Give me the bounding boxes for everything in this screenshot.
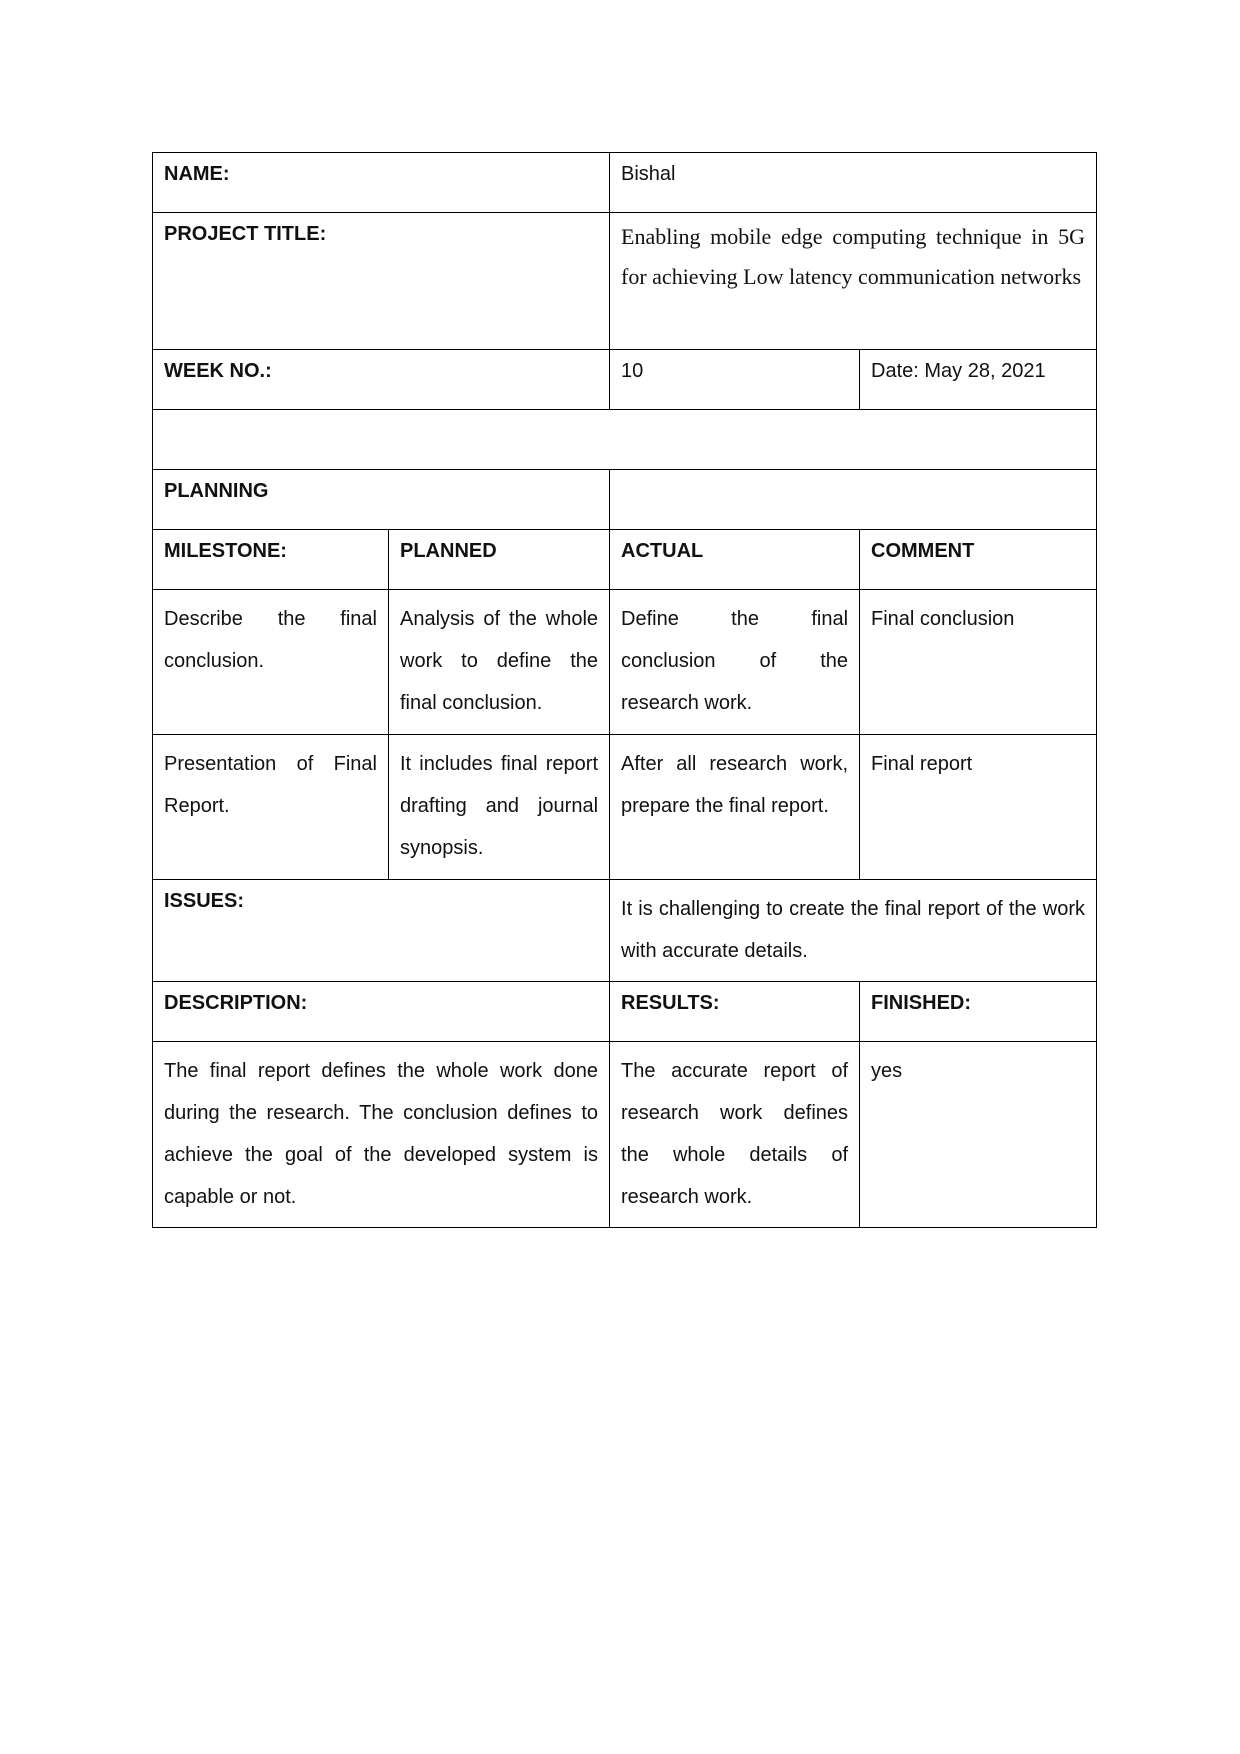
issues-row [153,880,1097,982]
spacer-cell [153,410,1097,470]
project-title-row [153,213,1097,350]
weekly-report-table [152,152,1097,1228]
planned-header: PLANNED [389,530,610,590]
name-value: Bishal [610,153,1097,213]
results-value: The accurate report of research work defines the whole details of research work. [610,1042,860,1228]
planning-header-row [153,530,1097,590]
planning-label: PLANNING [153,470,610,530]
summary-row [153,1042,1097,1228]
planning-row-1 [153,590,1097,735]
description-label: DESCRIPTION: [153,982,610,1042]
spacer-row [153,410,1097,470]
week-value: 10 [610,350,860,410]
comment-header: COMMENT [860,530,1097,590]
name-label: NAME: [153,153,610,213]
name-row [153,153,1097,213]
project-title-value: Enabling mobile edge computing technique in 5G for achieving Low latency communication networks [610,213,1097,350]
comment-cell: Final conclusion [860,590,1097,735]
actual-header: ACTUAL [610,530,860,590]
finished-label: FINISHED: [860,982,1097,1042]
planning-row [153,470,1097,530]
project-title-label: PROJECT TITLE: [153,213,610,350]
issues-label: ISSUES: [153,880,610,982]
planning-row-2 [153,735,1097,880]
milestone-cell: Describe the final conclusion. [153,590,389,735]
week-row [153,350,1097,410]
issues-value: It is challenging to create the final report of the work with accurate details. [610,880,1097,982]
milestone-cell: Presentation of Final Report. [153,735,389,880]
planned-cell: Analysis of the whole work to define the final conclusion. [389,590,610,735]
comment-cell: Final report [860,735,1097,880]
actual-cell: Define the final conclusion of the research work. [610,590,860,735]
results-label: RESULTS: [610,982,860,1042]
planning-empty-cell [610,470,1097,530]
date-value: Date: May 28, 2021 [860,350,1097,410]
description-value: The final report defines the whole work done during the research. The conclusion defines to achieve the goal of the developed system is capable or not. [153,1042,610,1228]
week-label: WEEK NO.: [153,350,610,410]
planned-cell: It includes final report drafting and journal synopsis. [389,735,610,880]
summary-header-row [153,982,1097,1042]
actual-cell: After all research work, prepare the final report. [610,735,860,880]
milestone-header: MILESTONE: [153,530,389,590]
finished-value: yes [860,1042,1097,1228]
